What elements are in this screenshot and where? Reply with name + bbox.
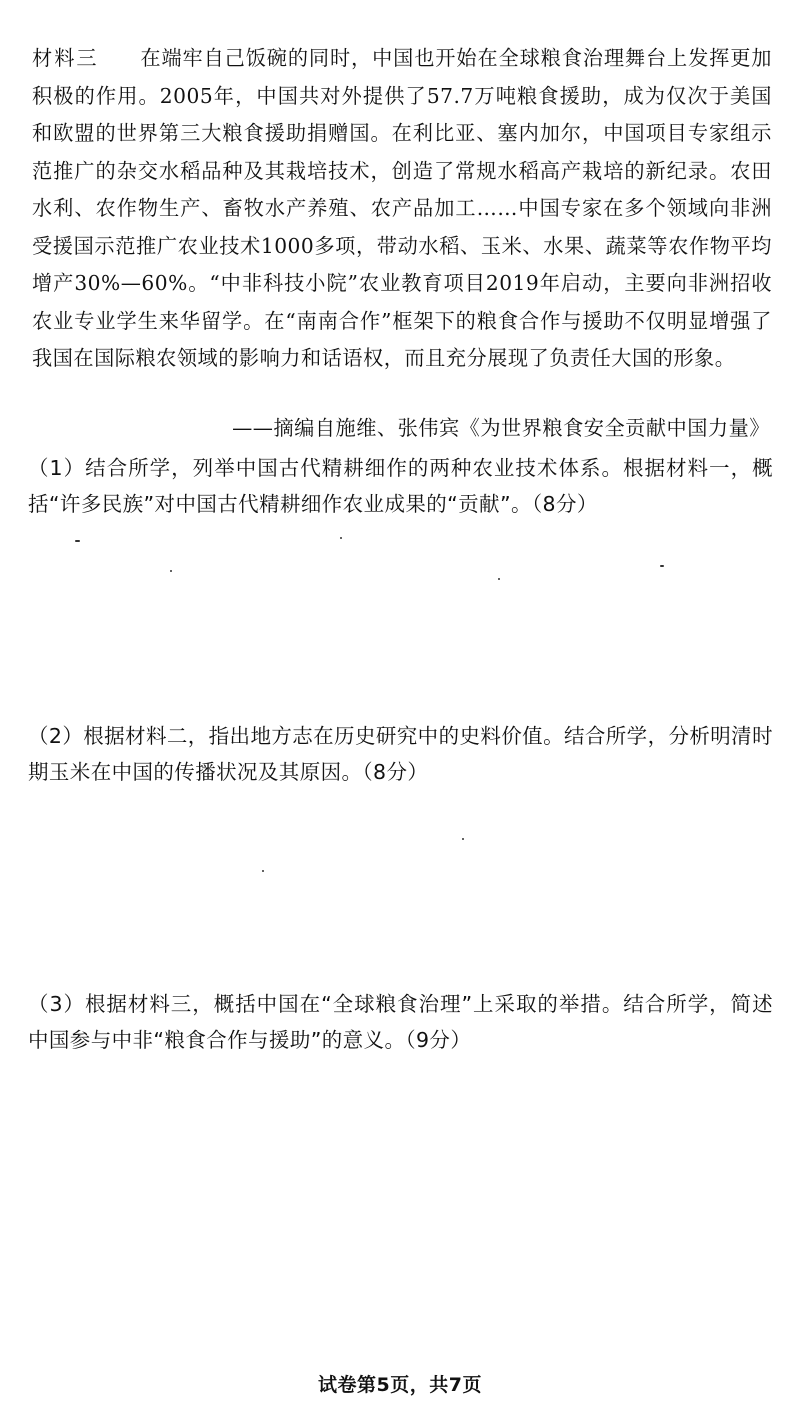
- scan-speck: [75, 540, 80, 542]
- scan-speck: [340, 537, 342, 539]
- question-2: （2）根据材料二，指出地方志在历史研究中的史料价值。结合所学，分析明清时期玉米在中国的传播状况及其原因。（8分）: [28, 724, 773, 784]
- question-3: （3）根据材料三，概括中国在“全球粮食治理”上采取的举措。结合所学，简述中国参与中非“粮食合作与援助”的意义。（9分）: [28, 992, 773, 1052]
- scan-speck: [262, 870, 264, 872]
- material-three-passage: [32, 40, 772, 378]
- scan-speck: [170, 570, 172, 572]
- material-three-label: 材料三: [32, 46, 99, 70]
- question-1: （1）结合所学，列举中国古代精耕细作的两种农业技术体系。根据材料一，概括“许多民族”对中国古代精耕细作农业成果的“贡献”。（8分）: [28, 456, 773, 516]
- page-footer: 试卷第5页，共7页: [318, 1374, 482, 1396]
- scan-speck: [660, 565, 664, 567]
- material-three-text: 在端牢自己饭碗的同时，中国也开始在全球粮食治理舞台上发挥更加积极的作用。2005年，中国共对外提供了57.7万吨粮食援助，成为仅次于美国和欧盟的世界第三大粮食援助捐赠国。在利比亚、塞内加尔，中国项目专家组示范推广的杂交水稻品种及其栽培技术，创造了常规水稻高产栽培的新纪录。农田水利、农作物生产、畜牧水产养殖、农产品加工……中国专家在多个领域向非洲受援国示范推广农业技术1000多项，带动水稻、玉米、水果、蔬菜等农作物平均增产30%—60%。“中非科技小院”农业教育项目2019年启动，主要向非洲招收农业专业学生来华留学。在“南南合作”框架下的粮食合作与援助不仅明显增强了我国在国际粮农领域的影响力和话语权，而且充分展现了负责任大国的形象。: [32, 46, 772, 370]
- scan-speck: [498, 578, 500, 580]
- scan-speck: [462, 838, 464, 840]
- material-three-source: ——摘编自施维、张伟宾《为世界粮食安全贡献中国力量》: [232, 416, 770, 440]
